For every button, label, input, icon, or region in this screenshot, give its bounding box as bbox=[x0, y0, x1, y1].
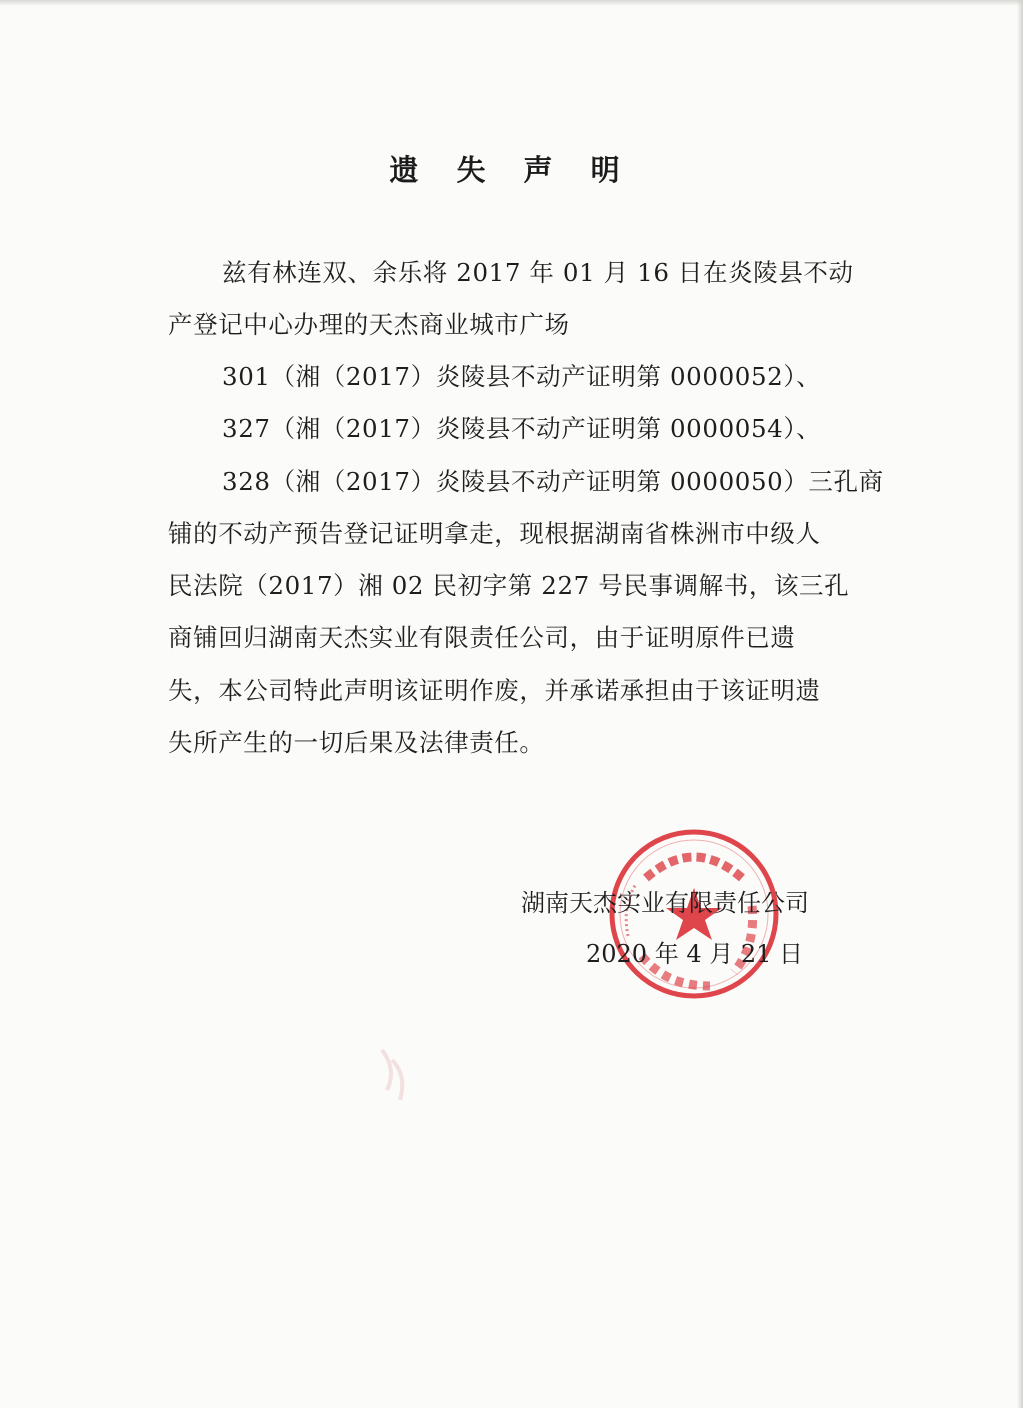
body-line-2: 产登记中心办理的天杰商业城市广场 bbox=[168, 310, 570, 339]
body-line-4: 327（湘（2017）炎陵县不动产证明第 0000054）、 bbox=[222, 414, 822, 443]
body-line-1: 兹有林连双、余乐将 2017 年 01 月 16 日在炎陵县不动 bbox=[222, 258, 854, 287]
signature-date: 2020 年 4 月 21 日 bbox=[586, 940, 804, 968]
body-line-6: 铺的不动产预告登记证明拿走，现根据湖南省株洲市中级人 bbox=[168, 519, 821, 548]
body-line-10: 失所产生的一切后果及法律责任。 bbox=[168, 728, 545, 757]
body-line-9: 失，本公司特此声明该证明作废，并承诺承担由于该证明遗 bbox=[168, 676, 821, 705]
faint-bleed-mark bbox=[362, 1040, 422, 1110]
scan-edge-top bbox=[0, 0, 1023, 6]
body-line-3: 301（湘（2017）炎陵县不动产证明第 0000052）、 bbox=[222, 362, 822, 391]
body-line-5: 328（湘（2017）炎陵县不动产证明第 0000050）三孔商 bbox=[222, 467, 884, 496]
body-line-8: 商铺回归湖南天杰实业有限责任公司，由于证明原件已遗 bbox=[168, 623, 796, 652]
document-title: 遗 失 声 明 bbox=[389, 153, 634, 187]
signature-company: 湖南天杰实业有限责任公司 bbox=[521, 889, 809, 917]
body-line-7: 民法院（2017）湘 02 民初字第 227 号民事调解书，该三孔 bbox=[168, 571, 850, 600]
scan-edge-right bbox=[1017, 0, 1023, 1408]
